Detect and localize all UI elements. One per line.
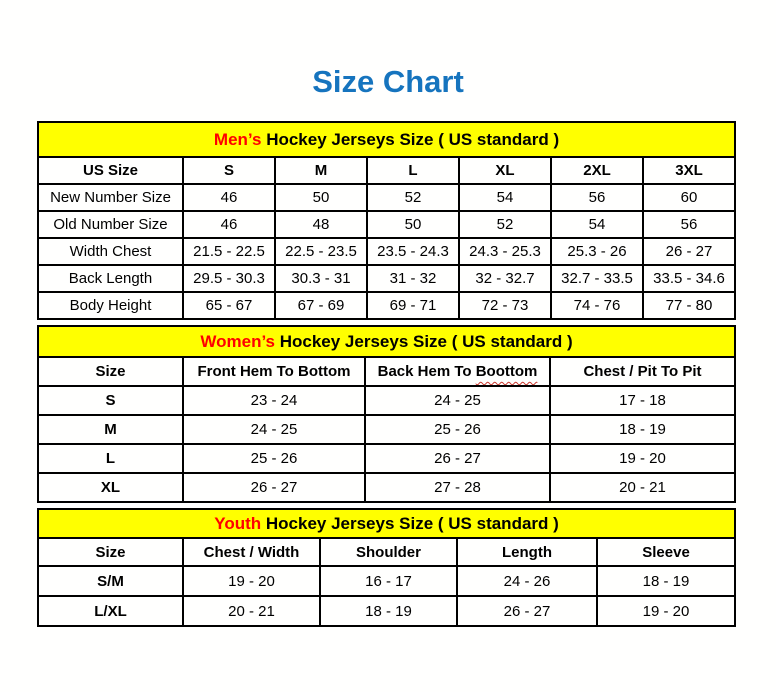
table-row — [38, 238, 735, 265]
row-label: Body Height — [38, 292, 183, 319]
row-label: L — [38, 444, 183, 473]
table-cell: 48 — [275, 211, 367, 238]
row-label: S — [38, 386, 183, 415]
row-label: XL — [38, 473, 183, 502]
table-cell: 27 - 28 — [365, 473, 550, 502]
row-label: Width Chest — [38, 238, 183, 265]
mens-band-title — [38, 122, 735, 157]
table-cell: 24 - 25 — [183, 415, 365, 444]
header-cell: Sleeve — [597, 538, 735, 566]
header-cell: Size — [38, 357, 183, 386]
row-label: Old Number Size — [38, 211, 183, 238]
table-cell: 17 - 18 — [550, 386, 735, 415]
youth-band-row — [38, 509, 735, 538]
mens-band-row — [38, 122, 735, 157]
youth-band-rest: Hockey Jerseys Size ( US standard ) — [261, 513, 559, 533]
table-row — [38, 386, 735, 415]
table-cell: 65 - 67 — [183, 292, 275, 319]
youth-band-title — [38, 509, 735, 538]
table-cell: 25 - 26 — [365, 415, 550, 444]
header-text: Back Hem To — [377, 363, 476, 380]
table-cell: 25.3 - 26 — [551, 238, 643, 265]
mens-header-row — [38, 157, 735, 184]
table-cell: 18 - 19 — [550, 415, 735, 444]
row-label: M — [38, 415, 183, 444]
table-cell: 19 - 20 — [597, 596, 735, 626]
table-cell: 16 - 17 — [320, 566, 457, 596]
table-cell: 24 - 26 — [457, 566, 597, 596]
table-cell: 60 — [643, 184, 735, 211]
row-label: Back Length — [38, 265, 183, 292]
header-cell: Chest / Width — [183, 538, 320, 566]
table-cell: 74 - 76 — [551, 292, 643, 319]
header-cell: Length — [457, 538, 597, 566]
table-cell: 19 - 20 — [183, 566, 320, 596]
table-row — [38, 596, 735, 626]
header-cell: M — [275, 157, 367, 184]
table-cell: 50 — [275, 184, 367, 211]
table-row — [38, 444, 735, 473]
table-cell: 50 — [367, 211, 459, 238]
table-cell: 33.5 - 34.6 — [643, 265, 735, 292]
table-cell: 23.5 - 24.3 — [367, 238, 459, 265]
table-row — [38, 292, 735, 319]
table-cell: 67 - 69 — [275, 292, 367, 319]
row-label: New Number Size — [38, 184, 183, 211]
womens-header-row — [38, 357, 735, 386]
table-cell: 18 - 19 — [597, 566, 735, 596]
header-cell: L — [367, 157, 459, 184]
table-cell: 24 - 25 — [365, 386, 550, 415]
table-cell: 46 — [183, 211, 275, 238]
header-cell: Chest / Pit To Pit — [550, 357, 735, 386]
table-cell: 69 - 71 — [367, 292, 459, 319]
table-row — [38, 211, 735, 238]
table-cell: 24.3 - 25.3 — [459, 238, 551, 265]
womens-band-row — [38, 326, 735, 357]
header-cell: S — [183, 157, 275, 184]
header-cell: Front Hem To Bottom — [183, 357, 365, 386]
table-cell: 23 - 24 — [183, 386, 365, 415]
header-cell — [365, 357, 550, 386]
table-cell: 29.5 - 30.3 — [183, 265, 275, 292]
table-cell: 32 - 32.7 — [459, 265, 551, 292]
table-cell: 19 - 20 — [550, 444, 735, 473]
row-label: L/XL — [38, 596, 183, 626]
misspelled-word: Boottom — [475, 363, 538, 380]
table-cell: 30.3 - 31 — [275, 265, 367, 292]
table-cell: 18 - 19 — [320, 596, 457, 626]
table-cell: 72 - 73 — [459, 292, 551, 319]
womens-band-title — [38, 326, 735, 357]
header-cell: XL — [459, 157, 551, 184]
header-cell: 2XL — [551, 157, 643, 184]
table-cell: 26 - 27 — [365, 444, 550, 473]
youth-header-row — [38, 538, 735, 566]
table-cell: 46 — [183, 184, 275, 211]
table-cell: 20 - 21 — [550, 473, 735, 502]
header-cell: Shoulder — [320, 538, 457, 566]
table-row — [38, 566, 735, 596]
womens-band-rest: Hockey Jerseys Size ( US standard ) — [275, 331, 573, 351]
womens-size-table — [37, 325, 736, 503]
mens-band-accent: Men’s — [213, 129, 262, 149]
table-cell: 54 — [459, 184, 551, 211]
youth-band-accent: Youth — [214, 513, 262, 533]
table-cell: 52 — [367, 184, 459, 211]
table-cell: 52 — [459, 211, 551, 238]
table-cell: 54 — [551, 211, 643, 238]
table-row — [38, 184, 735, 211]
table-cell: 26 - 27 — [183, 473, 365, 502]
row-label: S/M — [38, 566, 183, 596]
table-cell: 21.5 - 22.5 — [183, 238, 275, 265]
table-cell: 77 - 80 — [643, 292, 735, 319]
table-row — [38, 265, 735, 292]
mens-band-rest: Hockey Jerseys Size ( US standard ) — [261, 129, 560, 149]
size-chart-tables — [37, 121, 734, 627]
womens-band-accent: Women’s — [200, 331, 275, 351]
mens-size-table — [37, 121, 736, 320]
table-row — [38, 473, 735, 502]
table-row — [38, 415, 735, 444]
youth-size-table — [37, 508, 736, 627]
table-cell: 32.7 - 33.5 — [551, 265, 643, 292]
table-cell: 22.5 - 23.5 — [275, 238, 367, 265]
table-cell: 56 — [551, 184, 643, 211]
table-cell: 31 - 32 — [367, 265, 459, 292]
page-title: Size Chart — [312, 64, 464, 99]
table-cell: 25 - 26 — [183, 444, 365, 473]
table-cell: 26 - 27 — [457, 596, 597, 626]
header-cell: US Size — [38, 157, 183, 184]
table-cell: 20 - 21 — [183, 596, 320, 626]
header-cell: 3XL — [643, 157, 735, 184]
header-cell: Size — [38, 538, 183, 566]
table-cell: 56 — [643, 211, 735, 238]
table-cell: 26 - 27 — [643, 238, 735, 265]
